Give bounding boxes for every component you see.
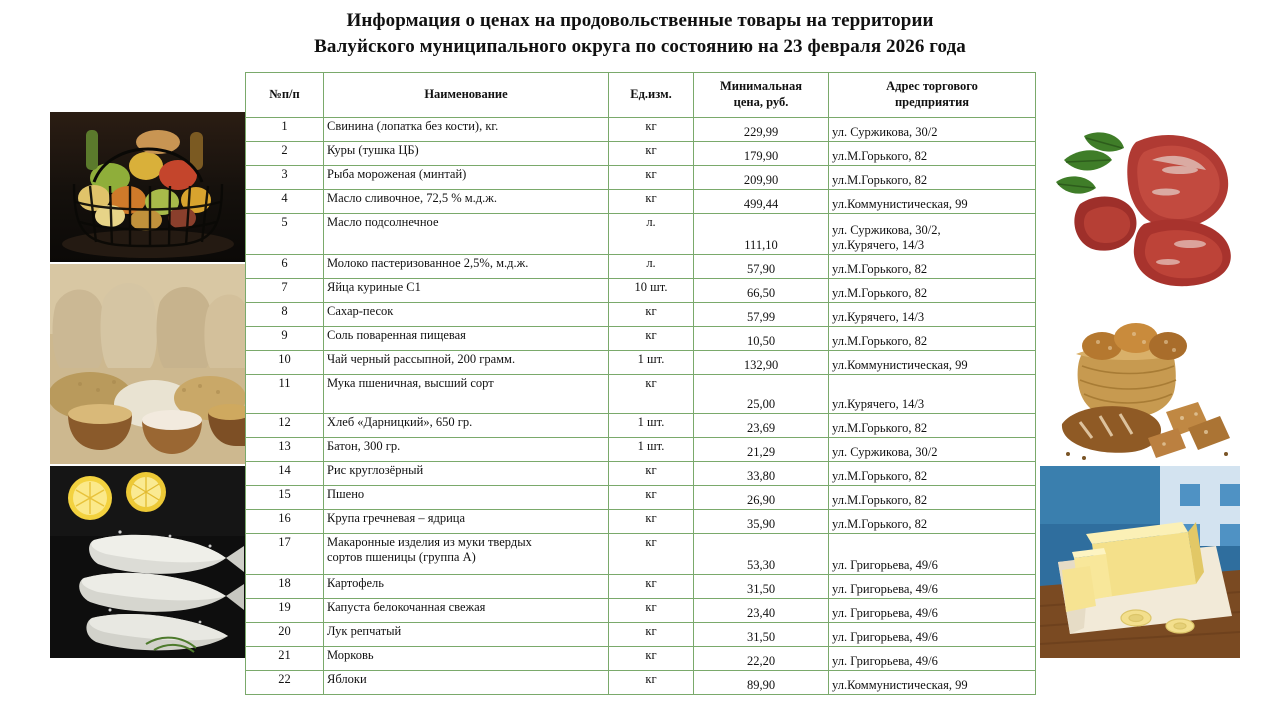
table-row: [246, 534, 1036, 575]
cell-price: 10,50: [694, 327, 829, 351]
page-title-line-2: Валуйского муниципального округа по состоянию на 23 февраля 2026 года: [314, 35, 966, 57]
cell-product-name: Сахар-песок: [324, 303, 609, 327]
header-unit: Ед.изм.: [609, 73, 694, 118]
cell-price: 111,10: [694, 214, 829, 255]
table-row: [246, 462, 1036, 486]
cell-price: 57,90: [694, 255, 829, 279]
cell-unit: кг: [609, 510, 694, 534]
cell-unit: кг: [609, 647, 694, 671]
cell-address: ул. Григорьева, 49/6: [829, 599, 1036, 623]
cell-product-name: Чай черный рассыпной, 200 грамм.: [324, 351, 609, 375]
cell-number: 4: [246, 190, 324, 214]
header-address: [829, 73, 1036, 118]
table-row: [246, 351, 1036, 375]
table-row: [246, 647, 1036, 671]
price-table: [245, 72, 1036, 695]
butter-photo: [1040, 466, 1240, 658]
cell-number: 19: [246, 599, 324, 623]
table-row: [246, 118, 1036, 142]
cell-number: 2: [246, 142, 324, 166]
table-row: [246, 623, 1036, 647]
cell-product-name: Куры (тушка ЦБ): [324, 142, 609, 166]
cell-unit: кг: [609, 462, 694, 486]
table-row: [246, 327, 1036, 351]
cell-product-name: Морковь: [324, 647, 609, 671]
cell-address: ул.М.Горького, 82: [829, 279, 1036, 303]
cell-unit: кг: [609, 671, 694, 695]
cell-number: 10: [246, 351, 324, 375]
cell-product-name: Мука пшеничная, высший сорт: [324, 375, 609, 414]
cell-address: ул.М.Горького, 82: [829, 327, 1036, 351]
grocery-basket-photo: [50, 112, 246, 262]
table-row: [246, 414, 1036, 438]
header-address-line-1: Адрес торгового: [886, 79, 978, 94]
cell-address: ул.М.Горького, 82: [829, 142, 1036, 166]
cell-product-name: Лук репчатый: [324, 623, 609, 647]
raw-meat-photo: [1040, 108, 1240, 293]
cell-unit: кг: [609, 534, 694, 575]
table-row: [246, 575, 1036, 599]
header-address-line-2: предприятия: [894, 95, 970, 109]
table-row: [246, 510, 1036, 534]
cell-price: 229,99: [694, 118, 829, 142]
cell-address: ул. Григорьева, 49/6: [829, 534, 1036, 575]
cell-unit: кг: [609, 303, 694, 327]
table-row: [246, 671, 1036, 695]
cell-product-name: Масло сливочное, 72,5 % м.д.ж.: [324, 190, 609, 214]
cell-unit: кг: [609, 190, 694, 214]
cell-product-name: Яблоки: [324, 671, 609, 695]
cell-unit: кг: [609, 166, 694, 190]
cell-address: ул.М.Горького, 82: [829, 462, 1036, 486]
cell-address: ул. Суржикова, 30/2, ул.Курячего, 14/3: [829, 214, 1036, 255]
table-row: [246, 438, 1036, 462]
table-row: [246, 255, 1036, 279]
cell-address: ул.М.Горького, 82: [829, 486, 1036, 510]
cell-address: ул.М.Горького, 82: [829, 166, 1036, 190]
cell-price: 499,44: [694, 190, 829, 214]
cell-product-name: Пшено: [324, 486, 609, 510]
cell-address: ул.М.Горького, 82: [829, 510, 1036, 534]
cell-number: 22: [246, 671, 324, 695]
cell-product-name: Соль поваренная пищевая: [324, 327, 609, 351]
cell-unit: кг: [609, 486, 694, 510]
cell-number: 9: [246, 327, 324, 351]
cell-address: ул. Григорьева, 49/6: [829, 623, 1036, 647]
cell-unit: кг: [609, 623, 694, 647]
cell-product-name: Свинина (лопатка без кости), кг.: [324, 118, 609, 142]
cell-price: 179,90: [694, 142, 829, 166]
table-header-row: [246, 73, 1036, 118]
cell-product-name: Рыба мороженая (минтай): [324, 166, 609, 190]
cell-price: 209,90: [694, 166, 829, 190]
cell-number: 18: [246, 575, 324, 599]
price-table-container: [245, 72, 1035, 695]
table-row: [246, 375, 1036, 414]
table-row: [246, 279, 1036, 303]
cell-price: 57,99: [694, 303, 829, 327]
cell-product-name: Хлеб «Дарницкий», 650 гр.: [324, 414, 609, 438]
cell-number: 20: [246, 623, 324, 647]
cell-address: ул.Курячего, 14/3: [829, 375, 1036, 414]
frozen-fish-photo: [50, 466, 246, 658]
cell-unit: 1 шт.: [609, 351, 694, 375]
cell-number: 6: [246, 255, 324, 279]
cell-price: 53,30: [694, 534, 829, 575]
table-row: [246, 142, 1036, 166]
cell-unit: кг: [609, 327, 694, 351]
header-price: [694, 73, 829, 118]
cell-price: 21,29: [694, 438, 829, 462]
cell-unit: 10 шт.: [609, 279, 694, 303]
cell-number: 12: [246, 414, 324, 438]
cell-price: 33,80: [694, 462, 829, 486]
cell-address: ул.Курячего, 14/3: [829, 303, 1036, 327]
cell-unit: кг: [609, 599, 694, 623]
table-row: [246, 303, 1036, 327]
cell-price: 26,90: [694, 486, 829, 510]
cell-price: 132,90: [694, 351, 829, 375]
cell-product-name: Яйца куриные С1: [324, 279, 609, 303]
cell-address: ул.М.Горького, 82: [829, 414, 1036, 438]
table-body: [246, 118, 1036, 695]
cell-unit: кг: [609, 142, 694, 166]
bread-basket-photo: [1040, 296, 1240, 463]
cell-unit: кг: [609, 375, 694, 414]
cell-product-name: Рис круглозёрный: [324, 462, 609, 486]
cell-unit: кг: [609, 118, 694, 142]
cell-number: 14: [246, 462, 324, 486]
cell-number: 7: [246, 279, 324, 303]
cell-price: 25,00: [694, 375, 829, 414]
cell-number: 21: [246, 647, 324, 671]
cell-product-name: Капуста белокочанная свежая: [324, 599, 609, 623]
table-row: [246, 214, 1036, 255]
cell-number: 5: [246, 214, 324, 255]
cell-product-name: Картофель: [324, 575, 609, 599]
cell-price: 22,20: [694, 647, 829, 671]
cell-product-name: Макаронные изделия из муки твердых сортов пшеницы (группа А): [324, 534, 609, 575]
cell-unit: кг: [609, 575, 694, 599]
cell-unit: 1 шт.: [609, 438, 694, 462]
cell-address: ул. Григорьева, 49/6: [829, 647, 1036, 671]
header-name: Наименование: [324, 73, 609, 118]
table-row: [246, 166, 1036, 190]
table-row: [246, 599, 1036, 623]
cell-address: ул.М.Горького, 82: [829, 255, 1036, 279]
cell-address: ул.Коммунистическая, 99: [829, 671, 1036, 695]
cell-product-name: Крупа гречневая – ядрица: [324, 510, 609, 534]
cell-address: ул. Григорьева, 49/6: [829, 575, 1036, 599]
table-row: [246, 486, 1036, 510]
cell-address: ул.Коммунистическая, 99: [829, 351, 1036, 375]
header-num: №п/п: [246, 73, 324, 118]
page-title-line-1: Информация о ценах на продовольственные товары на территории: [346, 10, 934, 31]
cell-unit: 1 шт.: [609, 414, 694, 438]
cell-unit: л.: [609, 255, 694, 279]
cell-product-name: Масло подсолнечное: [324, 214, 609, 255]
cell-number: 17: [246, 534, 324, 575]
cell-number: 11: [246, 375, 324, 414]
cell-price: 31,50: [694, 623, 829, 647]
header-price-line-1: Минимальная: [719, 79, 803, 94]
page-title: [160, 8, 1120, 59]
cell-price: 23,69: [694, 414, 829, 438]
header-price-line-2: цена, руб.: [733, 95, 789, 109]
cell-number: 16: [246, 510, 324, 534]
cell-number: 8: [246, 303, 324, 327]
cell-number: 13: [246, 438, 324, 462]
cell-address: ул. Суржикова, 30/2: [829, 118, 1036, 142]
cell-address: ул. Суржикова, 30/2: [829, 438, 1036, 462]
cell-unit: л.: [609, 214, 694, 255]
cell-address: ул.Коммунистическая, 99: [829, 190, 1036, 214]
cell-price: 89,90: [694, 671, 829, 695]
cell-price: 31,50: [694, 575, 829, 599]
table-row: [246, 190, 1036, 214]
cell-number: 3: [246, 166, 324, 190]
grains-sacks-photo: [50, 264, 246, 464]
cell-number: 15: [246, 486, 324, 510]
cell-price: 66,50: [694, 279, 829, 303]
cell-price: 23,40: [694, 599, 829, 623]
cell-price: 35,90: [694, 510, 829, 534]
cell-number: 1: [246, 118, 324, 142]
cell-product-name: Молоко пастеризованное 2,5%, м.д.ж.: [324, 255, 609, 279]
cell-product-name: Батон, 300 гр.: [324, 438, 609, 462]
